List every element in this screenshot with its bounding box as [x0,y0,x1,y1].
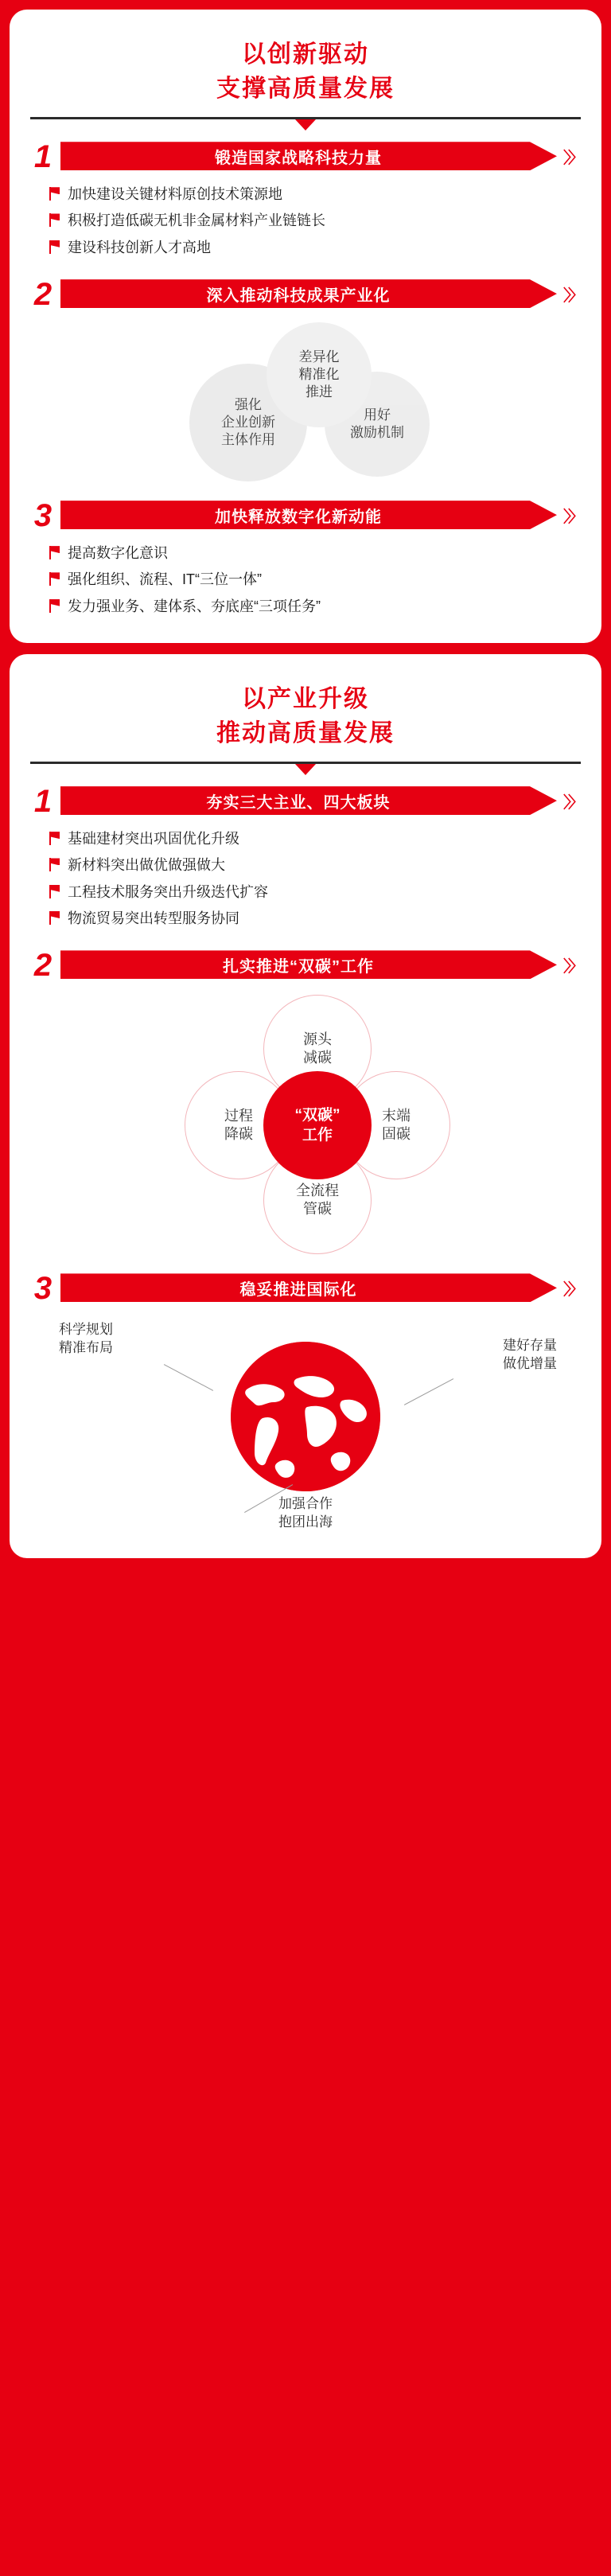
flag-icon [49,187,60,201]
leader-line [164,1364,213,1391]
section-panel-1 [10,10,601,643]
venn-left-line: 强化 [235,397,262,413]
petal-line: 减碳 [303,1050,332,1066]
item-number: 2 [33,277,53,313]
list-item [49,909,581,928]
item-banner [60,1273,557,1302]
section-panel-2 [10,654,601,1558]
section-title-line: 支撑高质量发展 [216,75,395,102]
section-title-1 [30,30,581,117]
flag-icon [49,572,60,586]
item-2-3 [30,1272,581,1531]
venn-left-line: 主体作用 [221,431,275,447]
venn-left-line: 企业创新 [221,415,275,431]
list-item-label: 工程技术服务突出升级迭代扩容 [68,883,268,900]
petal-line: 源头 [303,1031,332,1047]
list-item-label: 建设科技创新人才高地 [68,239,211,255]
banner-row [30,277,581,313]
section-title-2 [30,675,581,762]
list-item-label: 强化组织、流程、IT“三位一体” [68,571,262,588]
petal-line: 过程 [224,1107,253,1124]
list-item [49,597,581,616]
list-item-label: 基础建材突出巩固优化升级 [68,831,239,848]
flag-icon [49,911,60,925]
core-line: “双碳” [294,1107,341,1124]
item-banner [60,142,557,170]
chevron-right-icon: 〉〉 [563,149,581,167]
globe-label-top-left [59,1321,113,1357]
core-line: 工作 [302,1127,333,1144]
chevron-right-icon: 〉〉 [563,508,581,526]
globe-label-line: 加强合作 [278,1496,333,1512]
item-number: 1 [33,139,53,175]
item-number: 3 [33,498,53,534]
title-divider-1 [30,117,581,119]
bullet-list [30,829,581,928]
item-banner [60,279,557,308]
list-item [49,829,581,848]
petal-line: 固碳 [382,1126,411,1143]
item-banner-label: 扎实推进“双碳”工作 [223,957,374,976]
flag-icon [49,599,60,613]
venn-diagram [30,322,581,481]
bullet-list [30,544,581,616]
title-divider-2 [30,762,581,764]
list-item [49,570,581,589]
venn-circle-top [267,322,372,427]
list-item [49,855,581,875]
list-item-label: 物流贸易突出转型服务协同 [68,910,239,927]
venn-top-line: 推进 [306,384,333,399]
globe-label-line: 做优增量 [503,1355,557,1371]
item-banner [60,786,557,815]
petal-line: 末端 [382,1107,411,1124]
list-item-label: 新材料突出做优做强做大 [68,857,225,874]
flag-icon [49,858,60,871]
list-item [49,211,581,230]
globe-icon [231,1342,380,1491]
section-title-line: 以创新驱动 [242,41,369,68]
banner-row [30,1271,581,1307]
item-number: 2 [33,948,53,984]
chevron-right-icon: 〉〉 [563,1280,581,1299]
item-banner-label: 锻造国家战略科技力量 [215,149,382,167]
item-banner [60,501,557,529]
banner-row [30,498,581,534]
globe-label-top-right [503,1337,557,1373]
list-item-label: 积极打造低碳无机非金属材料产业链链长 [68,212,325,229]
chevron-right-icon: 〉〉 [563,793,581,812]
venn-right-line: 激励机制 [350,425,404,441]
item-banner-label: 稳妥推进国际化 [239,1280,357,1299]
item-1-1 [30,140,581,257]
chevron-right-icon: 〉〉 [563,286,581,305]
item-banner-label: 加快释放数字化新动能 [215,508,382,526]
globe-label-line: 抱团出海 [278,1514,333,1530]
item-banner [60,950,557,979]
globe-label-line: 科学规划 [59,1322,113,1338]
banner-row [30,139,581,175]
item-2-2 [30,949,581,1256]
leader-line [404,1378,453,1405]
venn-right-line: 用好 [364,407,391,423]
petal-line: 管碳 [303,1201,332,1218]
banner-row [30,784,581,820]
section-title-line: 以产业升级 [242,685,369,712]
item-number: 1 [33,784,53,820]
item-2-1 [30,785,581,928]
flag-icon [49,240,60,254]
list-item [49,544,581,563]
chevron-right-icon: 〉〉 [563,957,581,976]
globe-label-line: 精准布局 [59,1339,113,1355]
section-title-line: 推动高质量发展 [216,719,395,746]
flower-core [263,1071,372,1179]
item-banner-label: 夯实三大主业、四大板块 [206,793,391,812]
flag-icon [49,546,60,559]
bullet-list [30,185,581,257]
list-item-label: 发力强业务、建体系、夯底座“三项任务” [68,598,321,614]
list-item-label: 提高数字化意识 [68,545,168,562]
list-item [49,238,581,257]
flower-diagram [30,993,581,1256]
list-item-label: 加快建设关键材料原创技术策源地 [68,186,282,203]
item-number: 3 [33,1271,53,1307]
list-item [49,185,581,204]
globe-label-line: 建好存量 [503,1338,557,1354]
banner-row [30,948,581,984]
globe-diagram [30,1316,581,1531]
list-item [49,883,581,902]
flag-icon [49,885,60,898]
venn-top-line: 精准化 [298,367,340,383]
item-banner-label: 深入推动科技成果产业化 [206,286,391,305]
venn-top-line: 差异化 [298,349,340,365]
globe-label-bottom [278,1495,333,1531]
item-1-2 [30,278,581,481]
petal-line: 降碳 [224,1126,253,1143]
flag-icon [49,832,60,845]
item-1-3 [30,499,581,616]
petal-line: 全流程 [296,1182,339,1198]
flag-icon [49,213,60,227]
